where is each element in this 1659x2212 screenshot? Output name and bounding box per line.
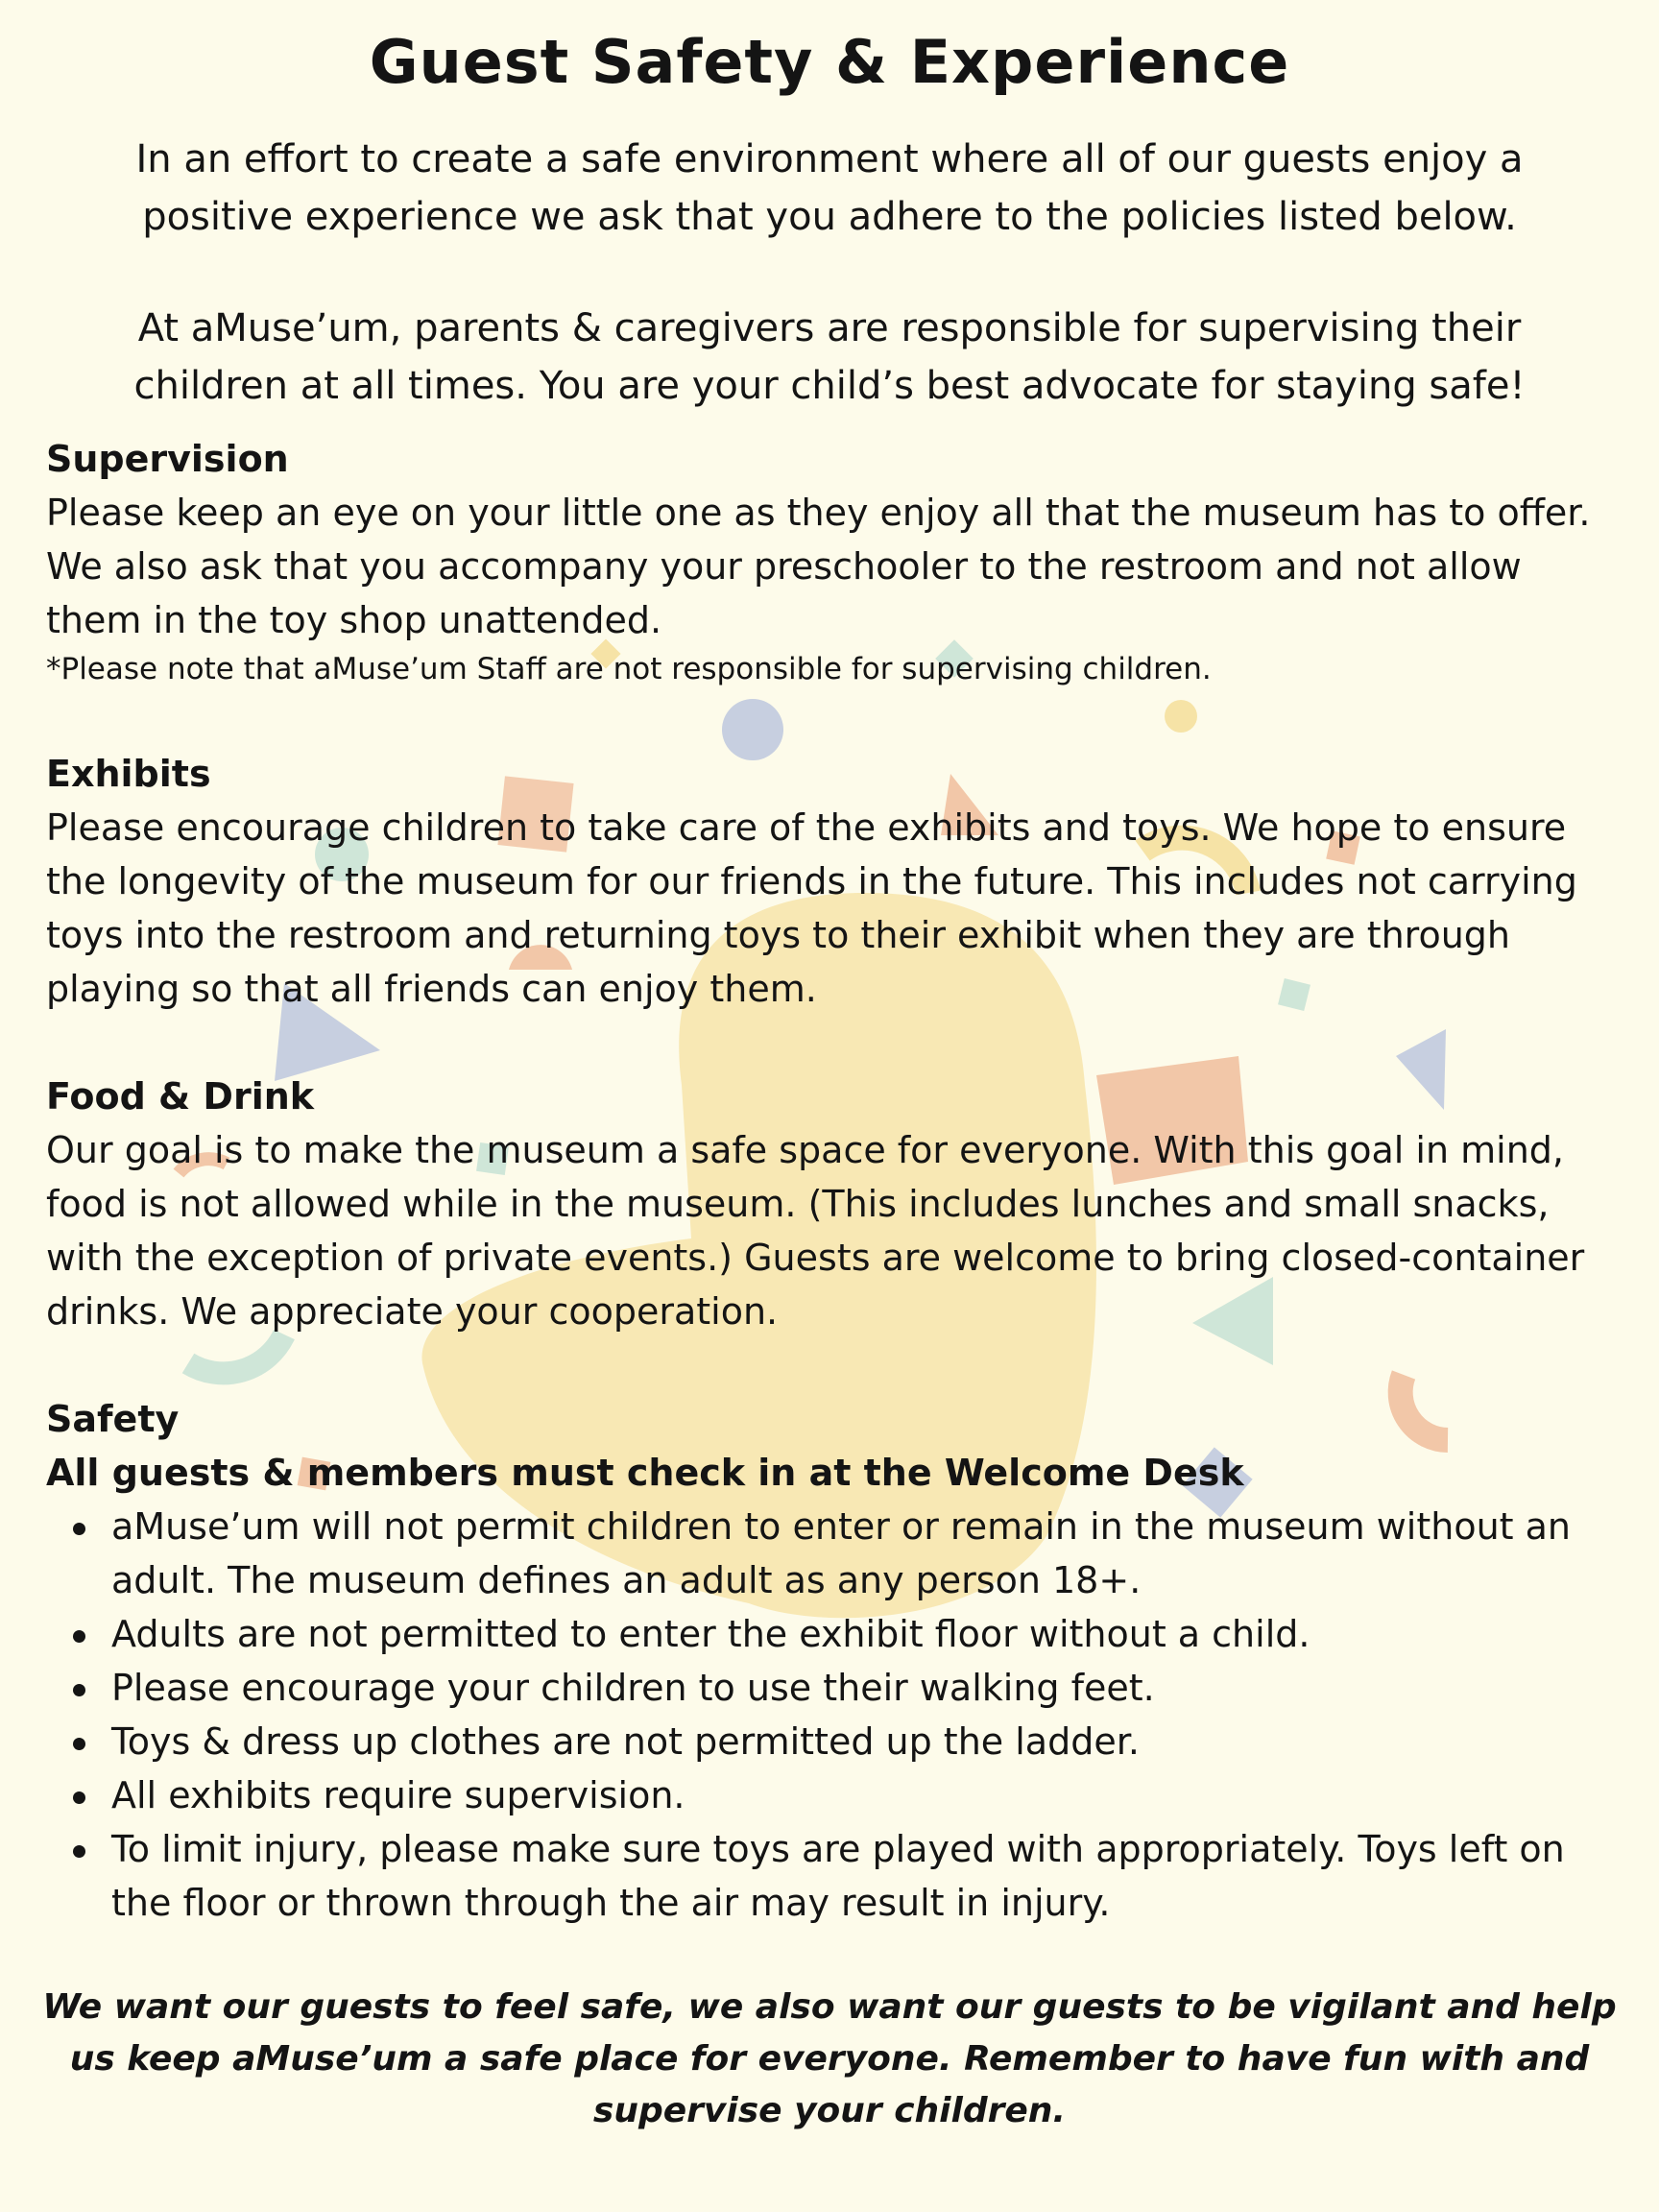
list-item: All exhibits require supervision. [111, 1768, 1621, 1822]
supervision-section [46, 432, 1621, 691]
exhibits-heading: Exhibits [46, 753, 211, 795]
food-drink-body: Our goal is to make the museum a safe space for everyone. With this goal in mind, food is not allowed while in the museum. (This includes lunches and small snacks, with the exception of private events.) Guests are welcome to bring closed-container drinks. We appreciate your cooperation. [46, 1129, 1585, 1333]
food-drink-section [46, 1070, 1621, 1338]
supervision-body: Please keep an eye on your little one as they enjoy all that the museum has to offer. We also ask that you accompany your preschooler to the restroom and not allow them in the toy shop unattended. [46, 492, 1591, 641]
safety-heading: Safety [46, 1398, 180, 1440]
exhibits-body: Please encourage children to take care of the exhibits and toys. We hope to ensure the longevity of the museum for our friends in the future. This includes not carrying toys into the restroom and returning toys to their exhibit when they are through playing so that all friends can enjoy them. [46, 806, 1577, 1010]
list-item: To limit injury, please make sure toys are played with appropriately. Toys left on the floor or thrown through the air may result in injury. [111, 1822, 1621, 1930]
exhibits-section [46, 747, 1621, 1016]
page-title: Guest Safety & Experience [369, 27, 1290, 97]
list-item: Adults are not permitted to enter the exhibit floor without a child. [111, 1607, 1621, 1661]
food-drink-heading: Food & Drink [46, 1075, 315, 1118]
responsibility-paragraph: At aMuse’um, parents & caregivers are responsible for supervising their children at all times. You are your child’s best advocate for staying safe! [133, 306, 1526, 408]
supervision-note: *Please note that aMuse’um Staff are not responsible for supervising children. [46, 652, 1212, 686]
list-item: aMuse’um will not permit children to enter or remain in the museum without an adult. The museum defines an adult as any person 18+. [111, 1500, 1621, 1607]
list-item: Please encourage your children to use their walking feet. [111, 1661, 1621, 1715]
closing-statement: We want our guests to feel safe, we also want our guests to be vigilant and help us keep aMuse’um a safe place for everyone. Remember to have fun with and supervise your children. [42, 1987, 1617, 2130]
intro-paragraph: In an effort to create a safe environment where all of our guests enjoy a positive experience we ask that you adhere to the policies listed below. [135, 137, 1524, 239]
supervision-heading: Supervision [46, 438, 289, 480]
safety-section [46, 1392, 1621, 1930]
safety-rules-list [46, 1500, 1621, 1930]
safety-subheading: All guests & members must check in at the Welcome Desk [46, 1452, 1244, 1494]
list-item: Toys & dress up clothes are not permitted up the ladder. [111, 1715, 1621, 1768]
